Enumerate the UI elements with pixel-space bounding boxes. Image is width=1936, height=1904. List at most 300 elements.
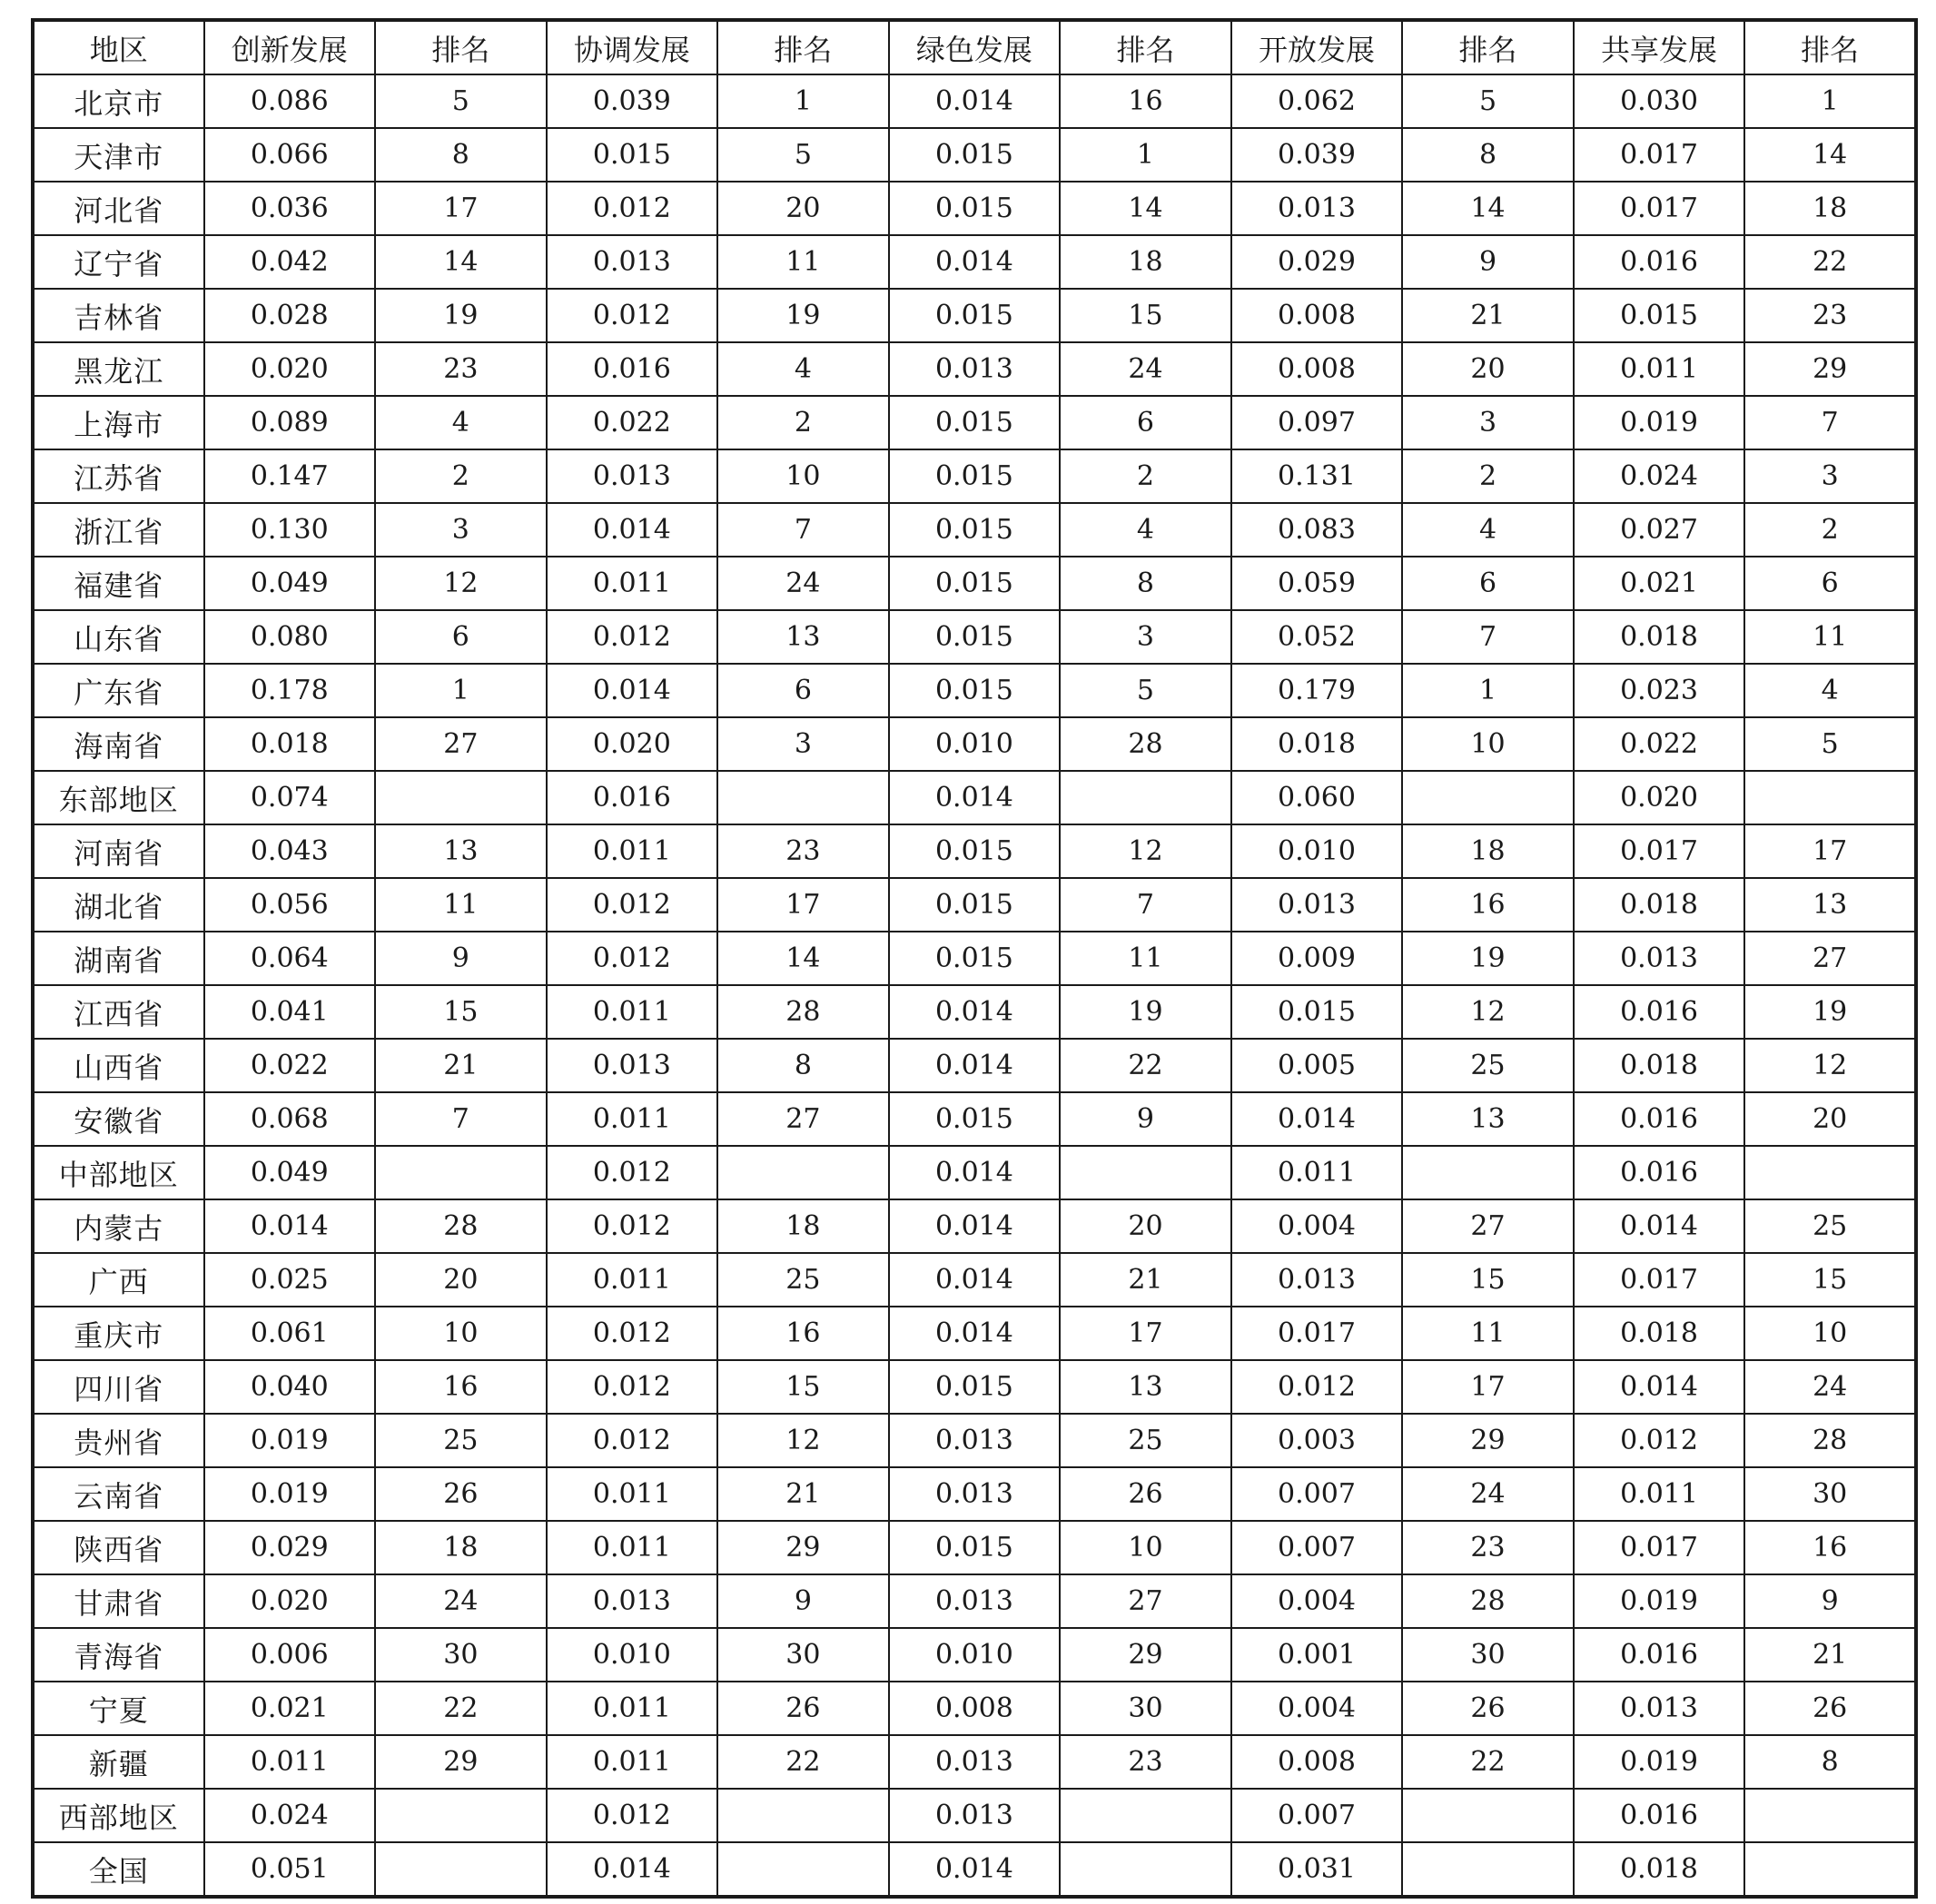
cell-coordination: 0.013 <box>547 449 718 503</box>
cell-openness-rank: 3 <box>1402 396 1574 449</box>
region-cell: 河南省 <box>33 824 204 878</box>
region-cell: 吉林省 <box>33 289 204 342</box>
cell-innovation: 0.019 <box>204 1467 376 1521</box>
cell-openness: 0.039 <box>1231 128 1403 182</box>
cell-green-rank <box>1060 1789 1231 1842</box>
cell-openness-rank <box>1402 771 1574 824</box>
cell-sharing: 0.023 <box>1574 664 1745 717</box>
cell-coordination-rank: 19 <box>717 289 889 342</box>
cell-sharing-rank: 18 <box>1744 182 1916 235</box>
cell-sharing-rank: 25 <box>1744 1199 1916 1253</box>
table-row <box>33 985 1916 1039</box>
cell-coordination: 0.013 <box>547 1574 718 1628</box>
cell-sharing-rank: 20 <box>1744 1092 1916 1146</box>
region-cell: 中部地区 <box>33 1146 204 1199</box>
cell-innovation-rank: 3 <box>375 503 547 557</box>
cell-innovation-rank: 7 <box>375 1092 547 1146</box>
region-cell: 浙江省 <box>33 503 204 557</box>
cell-green: 0.014 <box>889 1199 1061 1253</box>
cell-green-rank: 25 <box>1060 1414 1231 1467</box>
cell-sharing: 0.014 <box>1574 1199 1745 1253</box>
cell-green-rank: 11 <box>1060 932 1231 985</box>
cell-coordination: 0.022 <box>547 396 718 449</box>
cell-innovation: 0.041 <box>204 985 376 1039</box>
cell-innovation-rank: 9 <box>375 932 547 985</box>
cell-openness: 0.008 <box>1231 342 1403 396</box>
cell-coordination-rank <box>717 771 889 824</box>
cell-sharing: 0.013 <box>1574 932 1745 985</box>
cell-coordination: 0.016 <box>547 342 718 396</box>
cell-green-rank: 12 <box>1060 824 1231 878</box>
cell-sharing-rank: 5 <box>1744 717 1916 771</box>
cell-innovation-rank <box>375 1789 547 1842</box>
cell-sharing-rank: 16 <box>1744 1521 1916 1574</box>
cell-sharing-rank: 13 <box>1744 878 1916 932</box>
cell-sharing-rank: 17 <box>1744 824 1916 878</box>
cell-sharing-rank: 3 <box>1744 449 1916 503</box>
cell-green: 0.015 <box>889 1092 1061 1146</box>
cell-sharing: 0.030 <box>1574 74 1745 128</box>
cell-coordination: 0.012 <box>547 1307 718 1360</box>
region-cell: 辽宁省 <box>33 235 204 289</box>
cell-green-rank: 17 <box>1060 1307 1231 1360</box>
region-cell: 全国 <box>33 1842 204 1897</box>
cell-sharing: 0.017 <box>1574 182 1745 235</box>
cell-openness-rank: 4 <box>1402 503 1574 557</box>
cell-sharing: 0.019 <box>1574 1574 1745 1628</box>
cell-coordination-rank: 24 <box>717 557 889 610</box>
cell-coordination: 0.011 <box>547 1735 718 1789</box>
cell-coordination-rank: 20 <box>717 182 889 235</box>
cell-sharing-rank: 7 <box>1744 396 1916 449</box>
cell-sharing-rank: 21 <box>1744 1628 1916 1682</box>
cell-green: 0.015 <box>889 610 1061 664</box>
cell-innovation: 0.011 <box>204 1735 376 1789</box>
table-row <box>33 1092 1916 1146</box>
cell-green-rank: 21 <box>1060 1253 1231 1307</box>
cell-sharing: 0.019 <box>1574 396 1745 449</box>
cell-sharing: 0.020 <box>1574 771 1745 824</box>
cell-coordination-rank: 15 <box>717 1360 889 1414</box>
cell-openness-rank: 12 <box>1402 985 1574 1039</box>
cell-coordination-rank: 11 <box>717 235 889 289</box>
cell-coordination: 0.012 <box>547 1360 718 1414</box>
cell-openness: 0.018 <box>1231 717 1403 771</box>
cell-sharing: 0.017 <box>1574 824 1745 878</box>
table-row <box>33 1682 1916 1735</box>
cell-sharing-rank: 14 <box>1744 128 1916 182</box>
cell-sharing-rank: 24 <box>1744 1360 1916 1414</box>
cell-sharing-rank: 29 <box>1744 342 1916 396</box>
cell-openness: 0.059 <box>1231 557 1403 610</box>
cell-green: 0.015 <box>889 182 1061 235</box>
cell-green-rank <box>1060 1842 1231 1897</box>
table-row <box>33 1253 1916 1307</box>
cell-sharing-rank: 27 <box>1744 932 1916 985</box>
cell-sharing: 0.014 <box>1574 1360 1745 1414</box>
cell-green-rank: 13 <box>1060 1360 1231 1414</box>
cell-innovation: 0.051 <box>204 1842 376 1897</box>
cell-sharing: 0.017 <box>1574 1253 1745 1307</box>
cell-innovation: 0.089 <box>204 396 376 449</box>
cell-innovation: 0.040 <box>204 1360 376 1414</box>
cell-innovation-rank: 1 <box>375 664 547 717</box>
cell-coordination-rank: 6 <box>717 664 889 717</box>
table-row <box>33 1628 1916 1682</box>
table-row <box>33 289 1916 342</box>
cell-coordination-rank: 26 <box>717 1682 889 1735</box>
cell-openness-rank: 21 <box>1402 289 1574 342</box>
cell-green: 0.015 <box>889 824 1061 878</box>
cell-openness: 0.008 <box>1231 289 1403 342</box>
region-cell: 江西省 <box>33 985 204 1039</box>
region-cell: 陕西省 <box>33 1521 204 1574</box>
region-cell: 宁夏 <box>33 1682 204 1735</box>
cell-coordination-rank: 13 <box>717 610 889 664</box>
cell-sharing-rank: 30 <box>1744 1467 1916 1521</box>
cell-coordination-rank <box>717 1842 889 1897</box>
cell-innovation: 0.130 <box>204 503 376 557</box>
table-row <box>33 74 1916 128</box>
cell-openness-rank: 13 <box>1402 1092 1574 1146</box>
cell-innovation-rank: 22 <box>375 1682 547 1735</box>
cell-openness-rank: 24 <box>1402 1467 1574 1521</box>
cell-innovation: 0.020 <box>204 342 376 396</box>
cell-innovation-rank: 18 <box>375 1521 547 1574</box>
cell-sharing: 0.011 <box>1574 1467 1745 1521</box>
cell-green: 0.008 <box>889 1682 1061 1735</box>
cell-coordination: 0.020 <box>547 717 718 771</box>
cell-sharing-rank: 4 <box>1744 664 1916 717</box>
cell-coordination: 0.013 <box>547 235 718 289</box>
column-header-sharing-rank: 排名 <box>1744 20 1916 74</box>
cell-sharing-rank: 22 <box>1744 235 1916 289</box>
cell-sharing-rank: 12 <box>1744 1039 1916 1092</box>
table-row <box>33 1789 1916 1842</box>
cell-green: 0.015 <box>889 932 1061 985</box>
cell-innovation-rank: 24 <box>375 1574 547 1628</box>
cell-openness: 0.005 <box>1231 1039 1403 1092</box>
region-cell: 北京市 <box>33 74 204 128</box>
cell-sharing-rank: 26 <box>1744 1682 1916 1735</box>
cell-green: 0.013 <box>889 1789 1061 1842</box>
cell-coordination: 0.012 <box>547 182 718 235</box>
cell-sharing: 0.016 <box>1574 1628 1745 1682</box>
table-row <box>33 1842 1916 1897</box>
region-cell: 重庆市 <box>33 1307 204 1360</box>
cell-coordination: 0.011 <box>547 824 718 878</box>
cell-green: 0.013 <box>889 1574 1061 1628</box>
table-row <box>33 1199 1916 1253</box>
cell-sharing-rank: 6 <box>1744 557 1916 610</box>
cell-openness: 0.179 <box>1231 664 1403 717</box>
cell-openness-rank: 2 <box>1402 449 1574 503</box>
cell-innovation: 0.029 <box>204 1521 376 1574</box>
cell-innovation: 0.064 <box>204 932 376 985</box>
table-row <box>33 1574 1916 1628</box>
region-cell: 湖北省 <box>33 878 204 932</box>
cell-openness: 0.031 <box>1231 1842 1403 1897</box>
cell-sharing-rank <box>1744 1146 1916 1199</box>
cell-openness-rank: 10 <box>1402 717 1574 771</box>
cell-openness-rank: 14 <box>1402 182 1574 235</box>
cell-green-rank: 27 <box>1060 1574 1231 1628</box>
cell-coordination: 0.012 <box>547 1146 718 1199</box>
cell-green: 0.015 <box>889 664 1061 717</box>
table-row <box>33 1039 1916 1092</box>
region-cell: 江苏省 <box>33 449 204 503</box>
cell-sharing: 0.016 <box>1574 985 1745 1039</box>
cell-openness-rank: 9 <box>1402 235 1574 289</box>
cell-openness: 0.007 <box>1231 1521 1403 1574</box>
cell-green-rank: 6 <box>1060 396 1231 449</box>
cell-innovation: 0.019 <box>204 1414 376 1467</box>
cell-innovation: 0.049 <box>204 1146 376 1199</box>
cell-coordination: 0.016 <box>547 771 718 824</box>
cell-green: 0.010 <box>889 1628 1061 1682</box>
cell-innovation: 0.025 <box>204 1253 376 1307</box>
cell-green: 0.014 <box>889 1039 1061 1092</box>
cell-openness-rank: 18 <box>1402 824 1574 878</box>
region-cell: 安徽省 <box>33 1092 204 1146</box>
cell-coordination: 0.012 <box>547 1789 718 1842</box>
cell-coordination-rank: 28 <box>717 985 889 1039</box>
cell-coordination: 0.012 <box>547 1414 718 1467</box>
cell-sharing: 0.016 <box>1574 1146 1745 1199</box>
cell-openness: 0.083 <box>1231 503 1403 557</box>
region-cell: 西部地区 <box>33 1789 204 1842</box>
cell-coordination: 0.039 <box>547 74 718 128</box>
cell-openness: 0.029 <box>1231 235 1403 289</box>
cell-coordination-rank: 2 <box>717 396 889 449</box>
cell-innovation-rank: 21 <box>375 1039 547 1092</box>
cell-sharing-rank: 10 <box>1744 1307 1916 1360</box>
cell-openness-rank: 23 <box>1402 1521 1574 1574</box>
table-row <box>33 1307 1916 1360</box>
cell-sharing-rank <box>1744 1842 1916 1897</box>
cell-green-rank: 1 <box>1060 128 1231 182</box>
cell-openness-rank: 7 <box>1402 610 1574 664</box>
cell-coordination-rank: 23 <box>717 824 889 878</box>
cell-coordination-rank: 1 <box>717 74 889 128</box>
cell-openness: 0.013 <box>1231 878 1403 932</box>
cell-innovation: 0.066 <box>204 128 376 182</box>
cell-innovation-rank: 6 <box>375 610 547 664</box>
cell-green-rank: 22 <box>1060 1039 1231 1092</box>
region-cell: 福建省 <box>33 557 204 610</box>
region-cell: 河北省 <box>33 182 204 235</box>
region-cell: 海南省 <box>33 717 204 771</box>
cell-sharing: 0.021 <box>1574 557 1745 610</box>
cell-sharing-rank: 1 <box>1744 74 1916 128</box>
cell-green: 0.015 <box>889 396 1061 449</box>
cell-innovation-rank: 8 <box>375 128 547 182</box>
cell-sharing: 0.016 <box>1574 1092 1745 1146</box>
column-header-innovation-rank: 排名 <box>375 20 547 74</box>
cell-openness-rank: 6 <box>1402 557 1574 610</box>
cell-sharing-rank: 2 <box>1744 503 1916 557</box>
cell-openness-rank: 25 <box>1402 1039 1574 1092</box>
cell-green-rank: 8 <box>1060 557 1231 610</box>
cell-sharing: 0.018 <box>1574 1039 1745 1092</box>
cell-openness: 0.014 <box>1231 1092 1403 1146</box>
cell-green: 0.015 <box>889 878 1061 932</box>
cell-openness: 0.062 <box>1231 74 1403 128</box>
table-row <box>33 503 1916 557</box>
cell-openness-rank: 15 <box>1402 1253 1574 1307</box>
cell-openness-rank: 30 <box>1402 1628 1574 1682</box>
cell-green: 0.015 <box>889 557 1061 610</box>
cell-innovation-rank: 12 <box>375 557 547 610</box>
cell-openness: 0.004 <box>1231 1682 1403 1735</box>
table-row <box>33 717 1916 771</box>
column-header-sharing: 共享发展 <box>1574 20 1745 74</box>
column-header-coordination-rank: 排名 <box>717 20 889 74</box>
cell-openness-rank <box>1402 1842 1574 1897</box>
cell-sharing: 0.024 <box>1574 449 1745 503</box>
table-row <box>33 182 1916 235</box>
region-cell: 内蒙古 <box>33 1199 204 1253</box>
cell-coordination-rank: 22 <box>717 1735 889 1789</box>
region-cell: 东部地区 <box>33 771 204 824</box>
cell-coordination: 0.011 <box>547 557 718 610</box>
column-header-green: 绿色发展 <box>889 20 1061 74</box>
region-cell: 上海市 <box>33 396 204 449</box>
cell-innovation-rank: 14 <box>375 235 547 289</box>
cell-coordination: 0.015 <box>547 128 718 182</box>
column-header-green-rank: 排名 <box>1060 20 1231 74</box>
cell-sharing: 0.018 <box>1574 878 1745 932</box>
cell-coordination-rank: 4 <box>717 342 889 396</box>
cell-openness: 0.097 <box>1231 396 1403 449</box>
cell-openness: 0.009 <box>1231 932 1403 985</box>
cell-openness: 0.052 <box>1231 610 1403 664</box>
cell-sharing-rank <box>1744 771 1916 824</box>
table-row <box>33 1467 1916 1521</box>
cell-openness: 0.001 <box>1231 1628 1403 1682</box>
cell-green: 0.013 <box>889 342 1061 396</box>
cell-coordination-rank: 30 <box>717 1628 889 1682</box>
cell-green: 0.015 <box>889 1521 1061 1574</box>
table-row <box>33 342 1916 396</box>
cell-innovation-rank <box>375 771 547 824</box>
cell-innovation: 0.086 <box>204 74 376 128</box>
cell-green: 0.015 <box>889 1360 1061 1414</box>
cell-green-rank: 16 <box>1060 74 1231 128</box>
cell-openness-rank: 11 <box>1402 1307 1574 1360</box>
table-row <box>33 1414 1916 1467</box>
cell-innovation-rank: 20 <box>375 1253 547 1307</box>
cell-sharing: 0.018 <box>1574 1307 1745 1360</box>
table-row <box>33 128 1916 182</box>
cell-innovation: 0.049 <box>204 557 376 610</box>
cell-innovation-rank: 5 <box>375 74 547 128</box>
cell-innovation: 0.020 <box>204 1574 376 1628</box>
cell-coordination: 0.012 <box>547 1199 718 1253</box>
cell-coordination: 0.011 <box>547 1467 718 1521</box>
cell-openness-rank: 22 <box>1402 1735 1574 1789</box>
data-table <box>31 18 1918 1899</box>
cell-openness-rank: 26 <box>1402 1682 1574 1735</box>
cell-innovation-rank <box>375 1146 547 1199</box>
cell-green: 0.014 <box>889 1146 1061 1199</box>
cell-sharing-rank: 15 <box>1744 1253 1916 1307</box>
cell-green: 0.014 <box>889 771 1061 824</box>
cell-openness: 0.010 <box>1231 824 1403 878</box>
cell-coordination: 0.011 <box>547 1092 718 1146</box>
cell-coordination: 0.012 <box>547 932 718 985</box>
cell-openness-rank: 20 <box>1402 342 1574 396</box>
region-cell: 青海省 <box>33 1628 204 1682</box>
cell-innovation: 0.056 <box>204 878 376 932</box>
cell-sharing: 0.018 <box>1574 1842 1745 1897</box>
cell-innovation-rank: 10 <box>375 1307 547 1360</box>
cell-green-rank: 18 <box>1060 235 1231 289</box>
cell-green-rank: 5 <box>1060 664 1231 717</box>
cell-sharing-rank <box>1744 1789 1916 1842</box>
cell-coordination-rank: 5 <box>717 128 889 182</box>
region-cell: 甘肃省 <box>33 1574 204 1628</box>
cell-innovation: 0.074 <box>204 771 376 824</box>
column-header-region: 地区 <box>33 20 204 74</box>
table-header <box>33 20 1916 74</box>
cell-innovation-rank: 17 <box>375 182 547 235</box>
region-cell: 广西 <box>33 1253 204 1307</box>
cell-innovation: 0.022 <box>204 1039 376 1092</box>
cell-green-rank: 24 <box>1060 342 1231 396</box>
cell-sharing-rank: 23 <box>1744 289 1916 342</box>
cell-openness: 0.004 <box>1231 1574 1403 1628</box>
table-row <box>33 557 1916 610</box>
cell-sharing-rank: 8 <box>1744 1735 1916 1789</box>
table-row <box>33 396 1916 449</box>
cell-sharing: 0.015 <box>1574 289 1745 342</box>
cell-green: 0.015 <box>889 503 1061 557</box>
table-row <box>33 1360 1916 1414</box>
cell-sharing: 0.017 <box>1574 128 1745 182</box>
cell-innovation-rank: 13 <box>375 824 547 878</box>
cell-innovation: 0.178 <box>204 664 376 717</box>
cell-innovation-rank <box>375 1842 547 1897</box>
cell-innovation: 0.021 <box>204 1682 376 1735</box>
cell-innovation-rank: 29 <box>375 1735 547 1789</box>
table-row <box>33 664 1916 717</box>
table-row <box>33 1735 1916 1789</box>
cell-openness: 0.004 <box>1231 1199 1403 1253</box>
region-cell: 贵州省 <box>33 1414 204 1467</box>
cell-openness-rank: 1 <box>1402 664 1574 717</box>
cell-openness-rank: 8 <box>1402 128 1574 182</box>
cell-openness-rank: 5 <box>1402 74 1574 128</box>
cell-innovation: 0.006 <box>204 1628 376 1682</box>
cell-coordination-rank <box>717 1146 889 1199</box>
cell-coordination: 0.011 <box>547 985 718 1039</box>
cell-coordination: 0.010 <box>547 1628 718 1682</box>
cell-green-rank: 10 <box>1060 1521 1231 1574</box>
cell-green: 0.014 <box>889 1307 1061 1360</box>
cell-green-rank: 4 <box>1060 503 1231 557</box>
cell-innovation-rank: 16 <box>375 1360 547 1414</box>
cell-green-rank: 15 <box>1060 289 1231 342</box>
region-cell: 黑龙江 <box>33 342 204 396</box>
cell-sharing: 0.011 <box>1574 342 1745 396</box>
cell-sharing: 0.013 <box>1574 1682 1745 1735</box>
cell-green-rank: 29 <box>1060 1628 1231 1682</box>
cell-coordination: 0.014 <box>547 503 718 557</box>
cell-innovation: 0.042 <box>204 235 376 289</box>
cell-openness: 0.013 <box>1231 1253 1403 1307</box>
cell-coordination: 0.013 <box>547 1039 718 1092</box>
